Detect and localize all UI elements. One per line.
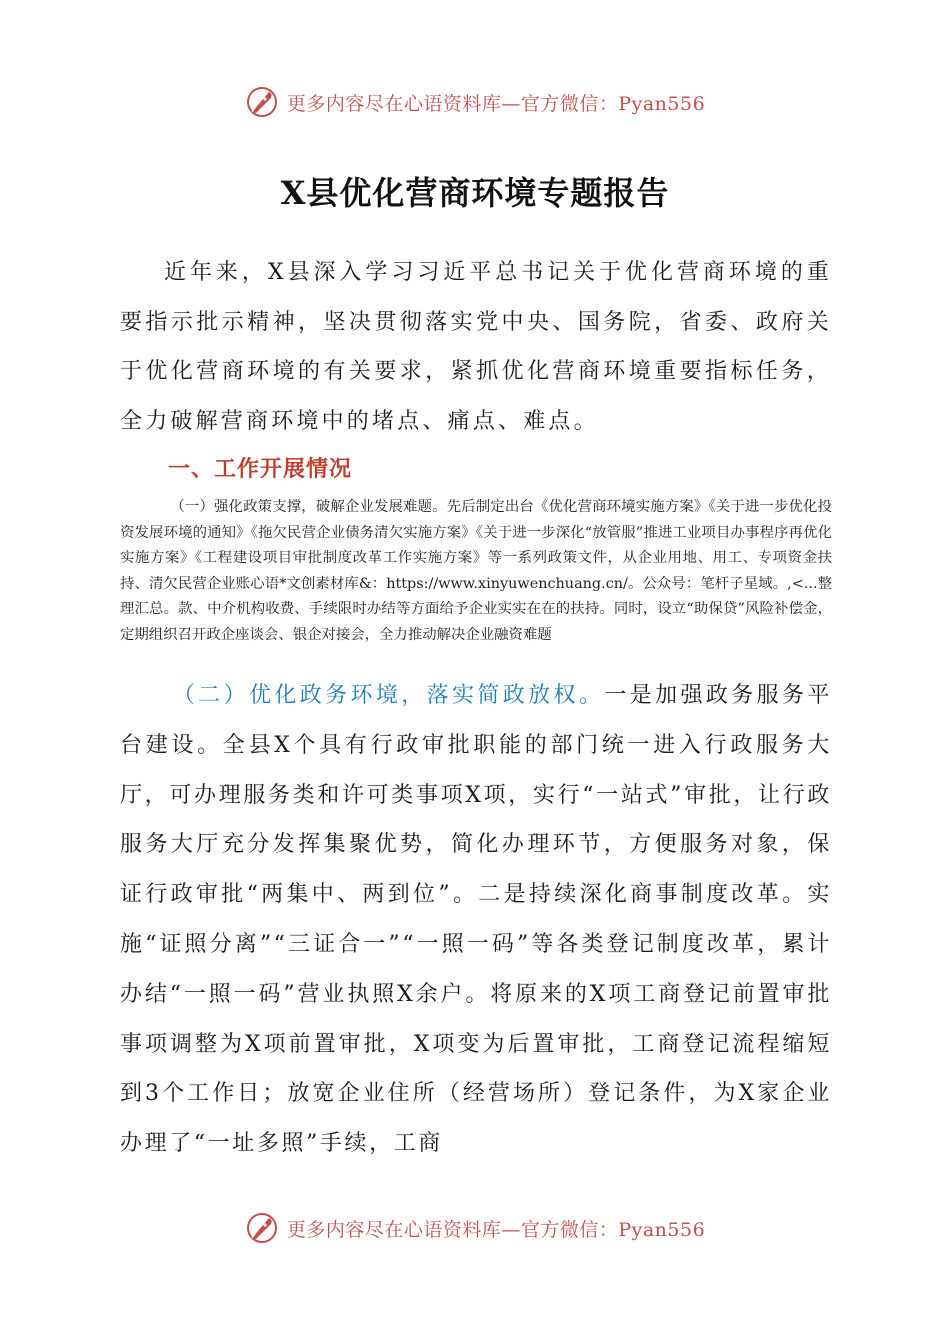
watermark-text (287, 89, 705, 116)
watermark-title: 更多内容尽在心语资料库 (286, 1218, 502, 1241)
watermark-separator: — (501, 1218, 521, 1241)
watermark-title: 更多内容尽在心语资料库 (286, 92, 502, 115)
document-title: X县优化营商环境专题报告 (280, 174, 670, 212)
quill-pen-icon (245, 85, 279, 119)
watermark-separator: — (501, 92, 521, 115)
quill-pen-icon (245, 1211, 279, 1245)
watermark-suffix: 官方微信：Pyan556 (520, 92, 706, 115)
policy-paragraph: （一）强化政策支撑，破解企业发展难题。先后制定出台《优化营商环境实施方案》《关于进一步优化投资发展环境的通知》《拖欠民营企业债务清欠实施方案》《关于进一步深化“放管服”推进工业项目办事程序再优化实施方案》《工程建设项目审批制度改革工作实施方案》等一系列政策文件，从企业用地、用工、专项资金扶持、清欠民营企业账心语*文创素材库&：https://www.xinyuwenchuang.cn/。公众号：笔杆子星域。,<...整理汇总。款、中介机构收费、手续限时办结等方面给予企业实实在在的扶持。同时，设立“助保贷”风险补偿金，定期组织召开政企座谈会、银企对接会，全力推动解决企业融资难题 (120, 499, 832, 643)
watermark-text (287, 1215, 705, 1242)
watermark-suffix: 官方微信：Pyan556 (520, 1218, 706, 1241)
paragraph-lead: （二）优化政务环境，落实简政放权。 (172, 683, 605, 708)
section-heading: 一、工作开展情况 (168, 457, 353, 482)
footer-watermark (0, 1208, 950, 1248)
paragraph-body: 一是加强政务服务平台建设。全县X个具有行政审批职能的部门统一进入行政服务大厅，可办理服务类和许可类事项X项，实行“一站式”审批，让行政服务大厅充分发挥集聚优势，简化办理环节，方便服务对象，保证行政审批“两集中、两到位”。二是持续深化商事制度改革。实施“证照分离”“三证合一”“一照一码”等各类登记制度改革，累计办结“一照一码”营业执照X余户。将原来的X项工商登记前置审批事项调整为X项前置审批，X项变为后置审批，工商登记流程缩短到3个工作日；放宽企业住所（经营场所）登记条件，为X家企业办理了“一址多照”手续，工商 (120, 683, 832, 1157)
header-watermark (0, 82, 950, 122)
intro-paragraph: 近年来，X县深入学习习近平总书记关于优化营商环境的重要指示批示精神，坚决贯彻落实党中央、国务院，省委、政府关于优化营商环境的有关要求，紧抓优化营商环境重要指标任务，全力破解营商环境中的堵点、痛点、难点。 (120, 260, 832, 434)
government-paragraph (120, 671, 832, 1169)
